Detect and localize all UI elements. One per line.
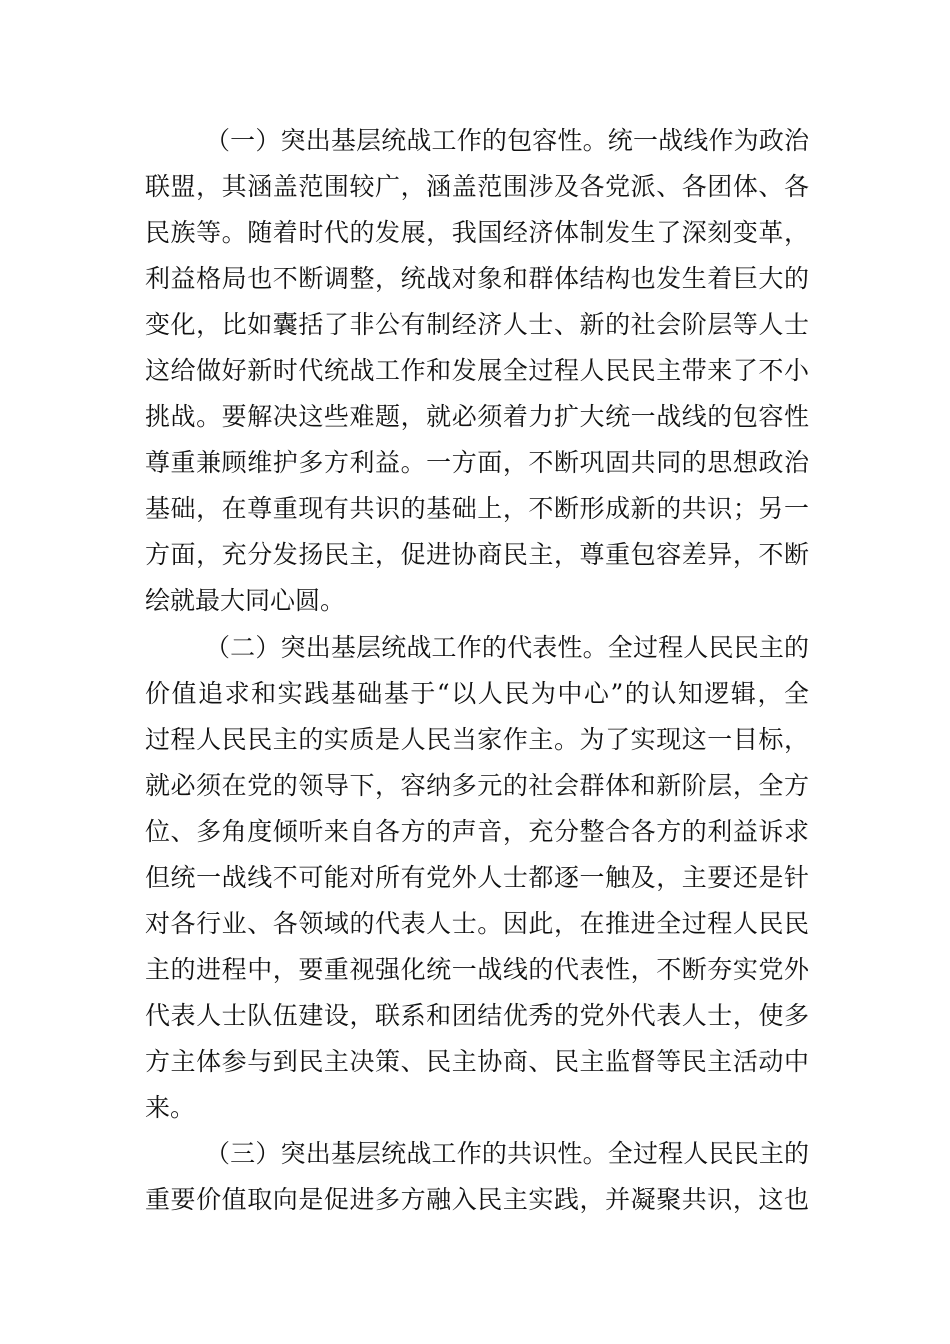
paragraph-2-line-4: 就必须在党的领导下，容纳多元的社会群体和新阶层，全方: [145, 771, 809, 800]
paragraph-2-line-11: 来。: [145, 1093, 196, 1122]
paragraph-1-line-10: 方面，充分发扬民主，促进协商民主，尊重包容差异，不断: [145, 540, 809, 569]
paragraph-2-line-1: （二）突出基层统战工作的代表性。全过程人民民主的: [205, 633, 809, 662]
paragraph-2-line-9: 代表人士队伍建设，联系和团结优秀的党外代表人士，使多: [145, 1001, 809, 1030]
paragraph-1-line-2: 联盟，其涵盖范围较广，涵盖范围涉及各党派、各团体、各: [145, 172, 809, 201]
paragraph-1-line-8: 尊重兼顾维护多方利益。一方面，不断巩固共同的思想政治: [145, 448, 809, 477]
paragraph-1-line-5: 变化，比如囊括了非公有制经济人士、新的社会阶层等人士: [145, 310, 809, 339]
paragraph-2-line-2: 价值追求和实践基础基于“以人民为中心”的认知逻辑，全: [145, 679, 809, 708]
paragraph-1-line-3: 民族等。随着时代的发展，我国经济体制发生了深刻变革，: [145, 218, 809, 247]
paragraph-2-line-6: 但统一战线不可能对所有党外人士都逐一触及，主要还是针: [145, 863, 809, 892]
paragraph-1-line-9: 基础，在尊重现有共识的基础上，不断形成新的共识；另一: [145, 494, 809, 523]
paragraph-2-line-5: 位、多角度倾听来自各方的声音，充分整合各方的利益诉求: [145, 817, 809, 846]
paragraph-2-line-10: 方主体参与到民主决策、民主协商、民主监督等民主活动中: [145, 1047, 809, 1076]
paragraph-2-line-3: 过程人民民主的实质是人民当家作主。为了实现这一目标，: [145, 725, 809, 754]
paragraph-1-line-11: 绘就最大同心圆。: [145, 586, 346, 615]
paragraph-1-line-6: 这给做好新时代统战工作和发展全过程人民民主带来了不小: [145, 356, 809, 385]
paragraph-1-line-1: （一）突出基层统战工作的包容性。统一战线作为政治: [205, 126, 809, 155]
paragraph-3-line-1: （三）突出基层统战工作的共识性。全过程人民民主的: [205, 1139, 809, 1168]
paragraph-1-line-7: 挑战。要解决这些难题，就必须着力扩大统一战线的包容性: [145, 402, 809, 431]
paragraph-3-line-2: 重要价值取向是促进多方融入民主实践，并凝聚共识，这也: [145, 1185, 809, 1214]
paragraph-2-line-7: 对各行业、各领域的代表人士。因此，在推进全过程人民民: [145, 909, 809, 938]
paragraph-1-line-4: 利益格局也不断调整，统战对象和群体结构也发生着巨大的: [145, 264, 809, 293]
paragraph-2-line-8: 主的进程中，要重视强化统一战线的代表性，不断夯实党外: [145, 955, 809, 984]
